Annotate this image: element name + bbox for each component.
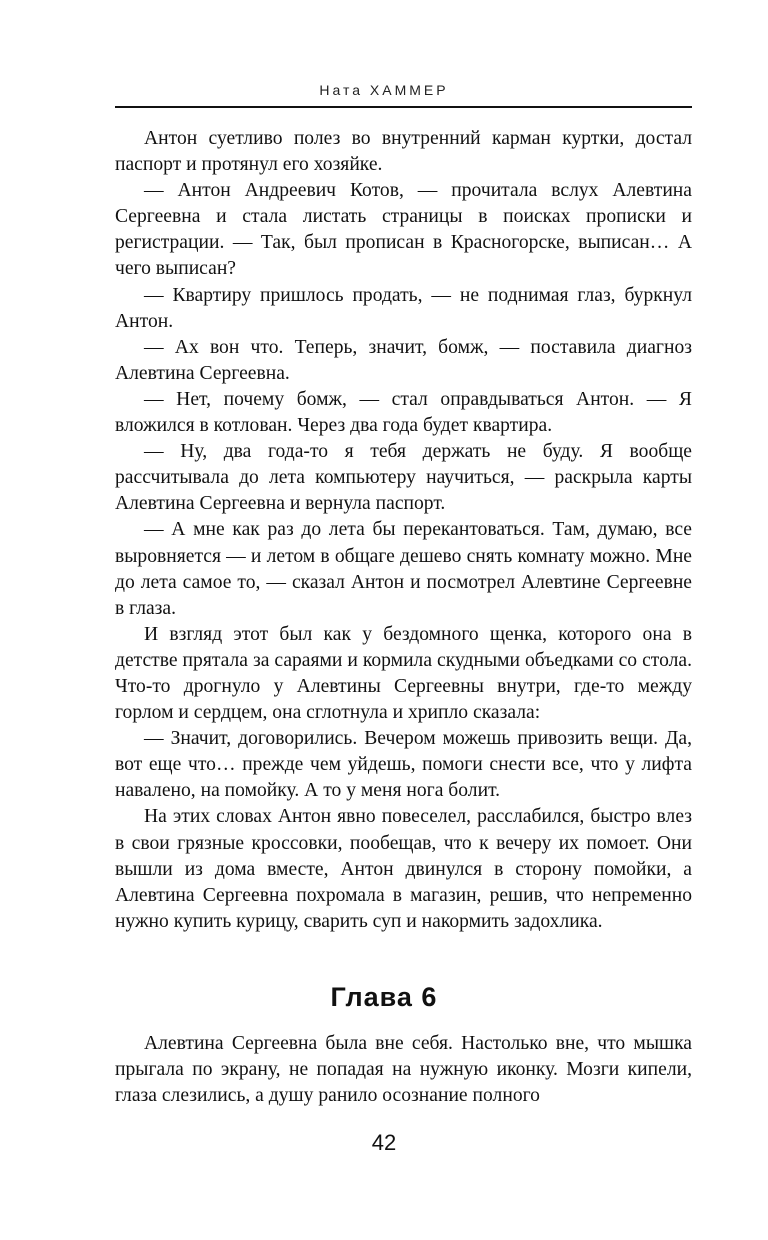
paragraph: Алевтина Сергеевна была вне себя. Настолько вне, что мышка прыгала по экрану, не попадая на нужную иконку. Мозги кипели, глаза слезились, а душу ранило осознание полного: [115, 1033, 692, 1107]
paragraph: — Нет, почему бомж, — стал оправдываться Антон. — Я вложился в котлован. Через два года будет квартира.: [115, 388, 692, 437]
paragraph: — А мне как раз до лета бы перекантоваться. Там, думаю, все выровняется — и летом в общаге дешево снять комнату можно. Мне до лета самое то, — сказал Антон и посмотрел Алевтине Сергеевне в глаза.: [115, 519, 692, 619]
header-rule: [115, 106, 692, 108]
paragraph: И взгляд этот был как у бездомного щенка, которого она в детстве прятала за сараями и кормила скудными объедками со стола. Что-то дрогнуло у Алевтины Сергеевны внутри, где-то между горлом и сердцем, она сглотнула и хрипло сказала:: [115, 623, 692, 724]
running-head: Ната ХАММЕР: [319, 82, 449, 98]
chapter-text: [115, 1031, 692, 1109]
paragraph: — Значит, договорились. Вечером можешь привозить вещи. Да, вот еще что… прежде чем уйдешь, помоги снести все, что у лифта навалено, на помойку. А то у меня нога болит.: [115, 728, 692, 802]
paragraph: — Антон Андреевич Котов, — прочитала вслух Алевтина Сергеевна и стала листать страницы в поисках прописки и регистрации. — Так, был прописан в Красногорске, выписан… А чего выписан?: [115, 180, 692, 280]
chapter-heading: Глава 6: [330, 982, 438, 1012]
page-number: 42: [371, 1130, 397, 1155]
paragraph: На этих словах Антон явно повеселел, расслабился, быстро влез в свои грязные кроссовки, пообещав, что к вечеру их помоет. Они вышли из дома вместе, Антон двинулся в сторону помойки, а Алевтина Сергеевна похромала в магазин, решив, что непременно нужно купить курицу, сварить суп и накормить задохлика.: [115, 806, 692, 932]
paragraph: — Ну, два года-то я тебя держать не буду. Я вообще рассчитывала до лета компьютеру научиться, — раскрыла карты Алевтина Сергеевна и вернула паспорт.: [115, 441, 692, 515]
paragraph: — Квартиру пришлось продать, — не поднимая глаз, буркнул Антон.: [115, 284, 692, 332]
paragraph: Антон суетливо полез во внутренний карман куртки, достал паспорт и протянул его хозяйке.: [115, 128, 692, 176]
main-text: [115, 126, 692, 935]
paragraph: — Ах вон что. Теперь, значит, бомж, — поставила диагноз Алевтина Сергеевна.: [115, 336, 692, 384]
